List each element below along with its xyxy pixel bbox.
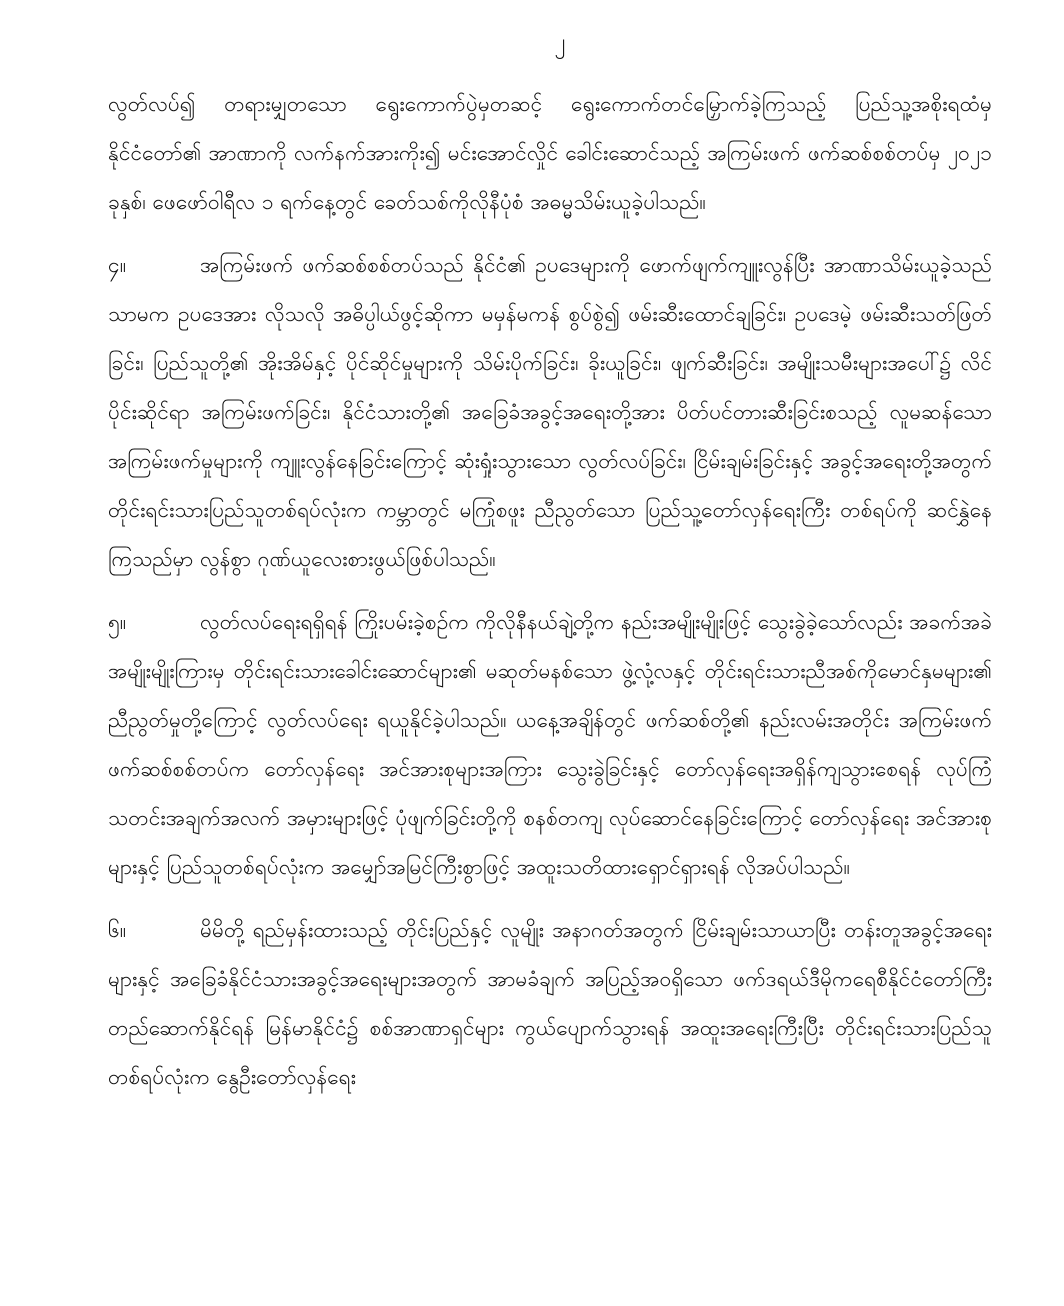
paragraph-number: ၄။ (108, 253, 127, 277)
paragraph-text: အကြမ်းဖက် ဖက်ဆစ်စစ်တပ်သည် နိုင်ငံ၏ ဥပဒေများကို ဖောက်ဖျက်ကျူးလွန်ပြီး အာဏာသိမ်းယူခဲ့သည်သာမက ဥပဒေအား လိုသလို အဓိပ္ပါယ်ဖွင့်ဆိုကာ မမှန်မကန် စွပ်စွဲ၍ ဖမ်းဆီးထောင်ချခြင်း၊ ဥပဒေမဲ့ ဖမ်းဆီးသတ်ဖြတ်ခြင်း၊ ပြည်သူတို့၏ အိုးအိမ်နှင့် ပိုင်ဆိုင်မှုများကို သိမ်းပိုက်ခြင်း၊ ခိုးယူခြင်း၊ ဖျက်ဆီးခြင်း၊ အမျိုးသမီးများအပေါ်၌ လိင်ပိုင်းဆိုင်ရာ အကြမ်းဖက်ခြင်း၊ နိုင်ငံသားတို့၏ အခြေခံအခွင့်အရေးတို့အား ပိတ်ပင်တားဆီးခြင်းစသည့် လူမဆန်သော အကြမ်းဖက်မှုများကို ကျူးလွန်နေခြင်းကြောင့် ဆုံးရှုံးသွားသော လွတ်လပ်ခြင်း၊ ငြိမ်းချမ်းခြင်းနှင့် အခွင့်အရေးတို့အတွက် တိုင်းရင်းသားပြည်သူတစ်ရပ်လုံးက ကမ္ဘာတွင် မကြုံစဖူး ညီညွတ်သော ပြည်သူ့တော်လှန်ရေးကြီး တစ်ရပ်ကို ဆင်နွှဲနေကြသည်မှာ လွန်စွာ ဂုဏ်ယူလေးစားဖွယ်ဖြစ်ပါသည်။ (108, 253, 992, 571)
paragraph-text: မိမိတို့ ရည်မှန်းထားသည့် တိုင်းပြည်နှင့် လူမျိုး အနာဂတ်အတွက် ငြိမ်းချမ်းသာယာပြီး တန်းတူအခွင့်အရေးများနှင့် အခြေခံနိုင်ငံသားအခွင့်အရေးများအတွက် အာမခံချက် အပြည့်အဝရှိသော ဖက်ဒရယ်ဒီမိုကရေစီနိုင်ငံတော်ကြီး တည်ဆောက်နိုင်ရန် မြန်မာနိုင်ငံ၌ စစ်အာဏာရှင်များ ကွယ်ပျောက်သွားရန် အထူးအရေးကြီးပြီး တိုင်းရင်းသားပြည်သူတစ်ရပ်လုံးက နွေဦးတော်လှန်ရေး (108, 918, 992, 1089)
paragraph-text: လွတ်လပ်ရေးရရှိရန် ကြိုးပမ်းခဲ့စဉ်က ကိုလိုနီနယ်ချဲ့တို့က နည်းအမျိုးမျိုးဖြင့် သွေးခွဲခဲ့သော်လည်း အခက်အခဲအမျိုးမျိုးကြားမှ တိုင်းရင်းသားခေါင်းဆောင်များ၏ မဆုတ်မနစ်သော ဖွဲ့လုံ့လနှင့် တိုင်းရင်းသားညီအစ်ကိုမောင်နှမများ၏ ညီညွတ်မှုတို့ကြောင့် လွတ်လပ်ရေး ရယူနိုင်ခဲ့ပါသည်။ ယနေ့အချိန်တွင် ဖက်ဆစ်တို့၏ နည်းလမ်းအတိုင်း အကြမ်းဖက် ဖက်ဆစ်စစ်တပ်က တော်လှန်ရေး အင်အားစုများအကြား သွေးခွဲခြင်းနှင့် တော်လှန်ရေးအရှိန်ကျသွားစေရန် လုပ်ကြံသတင်းအချက်အလက် အမှားများဖြင့် ပုံဖျက်ခြင်းတို့ကို စနစ်တကျ လုပ်ဆောင်နေခြင်းကြောင့် တော်လှန်ရေး အင်အားစုများနှင့် ပြည်သူတစ်ရပ်လုံးက အမျှော်အမြင်ကြီးစွာဖြင့် အထူးသတိထားရှောင်ရှားရန် လိုအပ်ပါသည်။ (108, 610, 992, 879)
paragraph-text: လွတ်လပ်၍ တရားမျှတသော ရွေးကောက်ပွဲမှတဆင့် ရွေးကောက်တင်မြှောက်ခဲ့ကြသည့် ပြည်သူ့အစိုးရထံမှ နိုင်ငံတော်၏ အာဏာကို လက်နက်အားကိုး၍ မင်းအောင်လှိုင် ခေါင်းဆောင်သည့် အကြမ်းဖက် ဖက်ဆစ်စစ်တပ်မှ ၂၀၂၁ ခုနှစ်၊ ဖေဖော်ဝါရီလ ၁ ရက်နေ့တွင် ခေတ်သစ်ကိုလိုနီပုံစံ အဓမ္မသိမ်းယူခဲ့ပါသည်။ (108, 92, 992, 214)
paragraph-number: ၆။ (108, 918, 127, 942)
page-number: ၂ (554, 30, 566, 55)
paragraph-number: ၅။ (108, 610, 127, 634)
paragraph-5 (108, 598, 992, 892)
paragraph-4 (108, 241, 992, 584)
paragraph-3-continued (108, 80, 992, 227)
paragraph-6 (108, 906, 992, 1102)
